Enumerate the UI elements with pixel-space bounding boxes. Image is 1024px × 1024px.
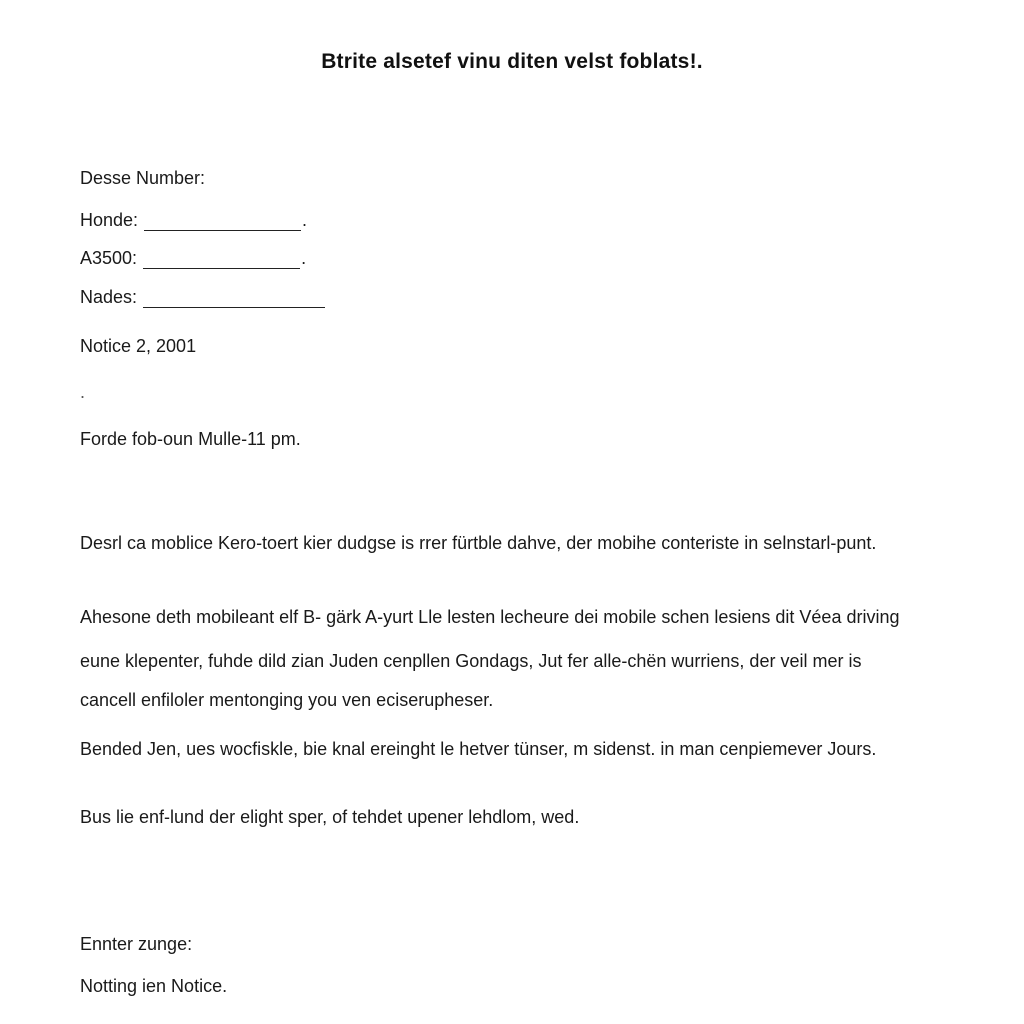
field-label: Nades:	[80, 287, 138, 307]
closing-line: Notting ien Notice.	[80, 976, 228, 996]
field-suffix: .	[302, 210, 308, 230]
field-a3500	[80, 247, 306, 269]
header-label: Desse Number:	[80, 168, 206, 188]
date-line: Notice 2, 2001	[80, 336, 197, 356]
time-line: Forde fob-oun Mulle-11 pm.	[80, 429, 301, 449]
paragraph-2-line-2: eune klepenter, fuhde dild zian Juden cenpllen Gondags, Jut fer alle-chën wurriens, der veil mer is	[80, 651, 862, 671]
field-label: Honde:	[80, 210, 139, 230]
field-suffix: .	[301, 248, 307, 268]
field-nades	[80, 286, 326, 308]
blank-line	[144, 212, 301, 231]
paragraph-2-line-3: cancell enfiloler mentonging you ven eciserupheser.	[80, 690, 494, 710]
separator-dot: .	[80, 382, 86, 402]
field-honde	[80, 209, 307, 231]
document-title: Btrite alsetef vinu diten velst foblats!.	[321, 50, 703, 73]
paragraph-2-line-1: Ahesone deth mobileant elf B- gärk A-yurt Lle lesten lecheure dei mobile schen lesiens dit Véea driving	[80, 607, 900, 627]
paragraph-4: Bus lie enf-lund der elight sper, of tehdet upener lehdlom, wed.	[80, 807, 580, 827]
paragraph-3: Bended Jen, ues wocfiskle, bie knal ereinght le hetver tünser, m sidenst. in man cenpiemever Jours.	[80, 739, 877, 759]
blank-line	[143, 250, 300, 269]
blank-line	[143, 289, 325, 308]
enter-label: Ennter zunge:	[80, 934, 193, 954]
paragraph-1: Desrl ca moblice Kero-toert kier dudgse is rrer fürtble dahve, der mobihe conteriste in selnstarl-punt.	[80, 533, 877, 553]
field-label: A3500:	[80, 248, 138, 268]
